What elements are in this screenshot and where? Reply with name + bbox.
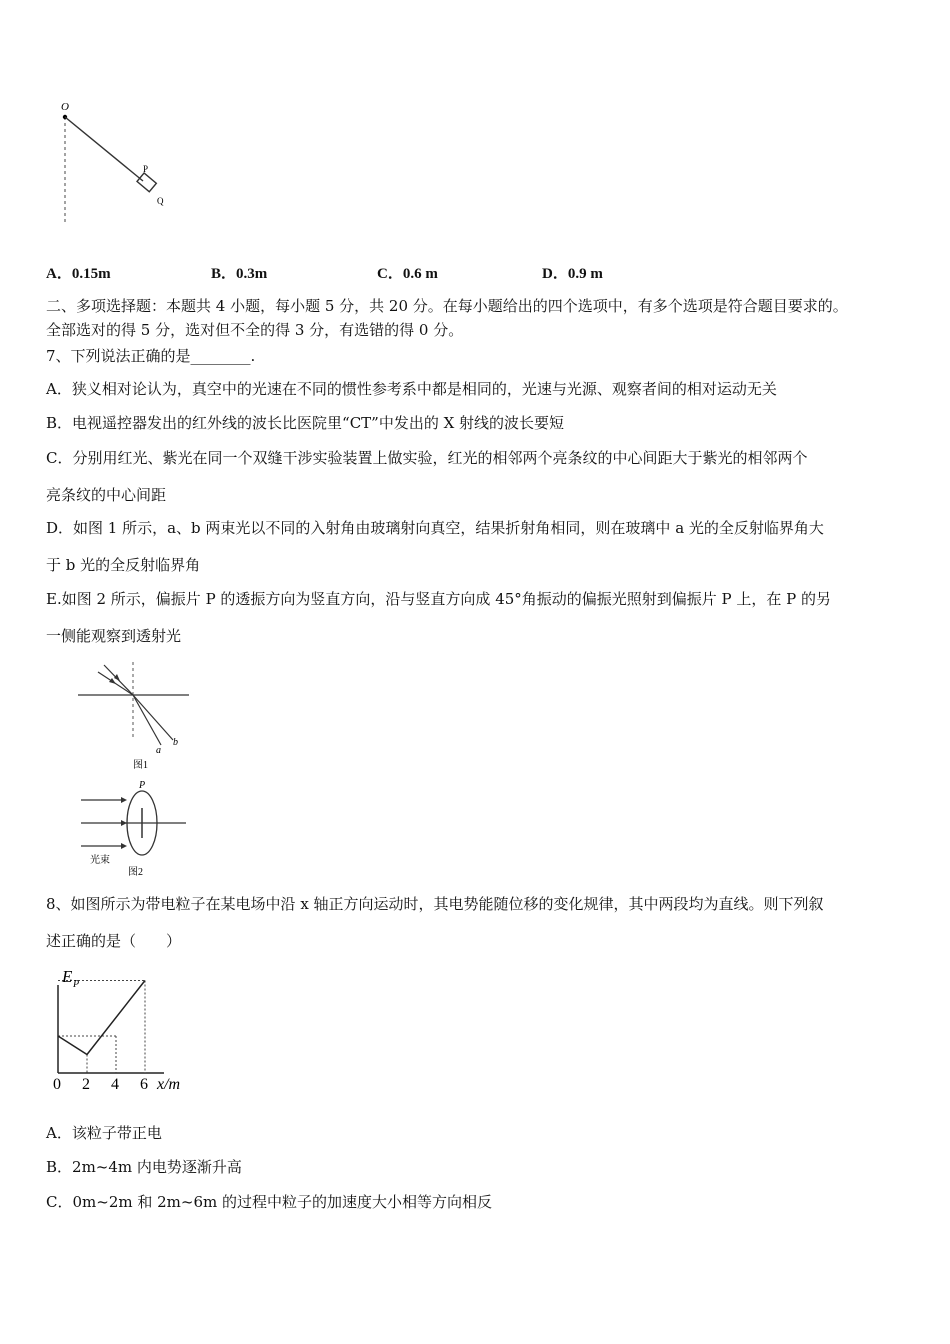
q7-option-a: A．狭义相对论认为，真空中的光速在不同的惯性参考系中都是相同的，光速与光源、观察者间的相对运动无关 (46, 380, 777, 398)
q7-option-c: C．分别用红光、紫光在同一个双缝干涉实验装置上做实验，红光的相邻两个亮条纹的中心间距大于紫光的相邻两个 (46, 449, 808, 467)
fig2-label-beam: 光束 (90, 855, 110, 866)
figure-1-refraction (76, 660, 196, 772)
label-o: O (61, 101, 69, 113)
ep-graph (46, 963, 196, 1098)
q8-option-c: C．0m~2m 和 2m~6m 的过程中粒子的加速度大小相等方向相反 (46, 1193, 492, 1211)
q7-option-b: B．电视遥控器发出的红外线的波长比医院里“CT”中发出的 X 射线的波长要短 (46, 414, 565, 432)
q6-option-a: A．0.15m (46, 266, 111, 282)
fig1-label-b: b (173, 737, 178, 748)
pendulum-figure (55, 95, 185, 225)
x-tick-label: 2 (82, 1076, 90, 1093)
q6-option-b: B．0.3m (211, 266, 268, 282)
q8-option-a: A．该粒子带正电 (46, 1124, 162, 1142)
q7-option-c-cont: 亮条纹的中心间距 (46, 486, 167, 504)
figure-2-polarizer (78, 775, 190, 880)
q7-option-e-cont: 一侧能观察到透射光 (46, 627, 182, 645)
ylabel: E (62, 967, 73, 986)
q7-option-d: D．如图 1 所示，a、b 两束光以不同的入射角由玻璃射向真空，结果折射角相同，则在玻璃中 a 光的全反射临界角大 (46, 519, 824, 537)
section2-heading: 二、多项选择题：本题共 4 小题，每小题 5 分，共 20 分。在每小题给出的四个选项中，有多个选项是符合题目要求的。 (46, 297, 848, 315)
q6-option-c: C．0.6 m (377, 266, 438, 282)
q8-option-b: B．2m~4m 内电势逐渐升高 (46, 1158, 242, 1176)
q6-option-d: D．0.9 m (542, 266, 603, 282)
label-q: Q (157, 196, 164, 206)
q7-option-d-cont: 于 b 光的全反射临界角 (46, 556, 201, 574)
fig2-caption: 图2 (128, 867, 143, 878)
fig2-label-p: P (139, 780, 146, 791)
q8-stem-cont: 述正确的是（ ） (46, 932, 182, 950)
label-p: P (143, 164, 149, 174)
fig1-caption: 图1 (133, 760, 148, 771)
xlabel: x/m (157, 1076, 181, 1093)
ep-series-line (58, 981, 145, 1055)
q8-stem: 8、如图所示为带电粒子在某电场中沿 x 轴正方向运动时，其电势能随位移的变化规律，其中两段均为直线。则下列叙 (46, 895, 824, 913)
q7-option-e: E.如图 2 所示，偏振片 P 的透振方向为竖直方向，沿与竖直方向成 45°角振动的偏振光照射到偏振片 P 上，在 P 的另 (46, 590, 832, 608)
x-tick-label: 4 (111, 1076, 119, 1093)
x-tick-label: 0 (53, 1076, 61, 1093)
section2-heading-2: 全部选对的得 5 分，选对但不全的得 3 分，有选错的得 0 分。 (46, 321, 464, 339)
x-tick-label: 6 (140, 1076, 148, 1093)
fig1-label-a: a (156, 745, 161, 756)
q7-stem: 7、下列说法正确的是________. (46, 347, 256, 365)
ylabel-sub: P (73, 979, 80, 990)
